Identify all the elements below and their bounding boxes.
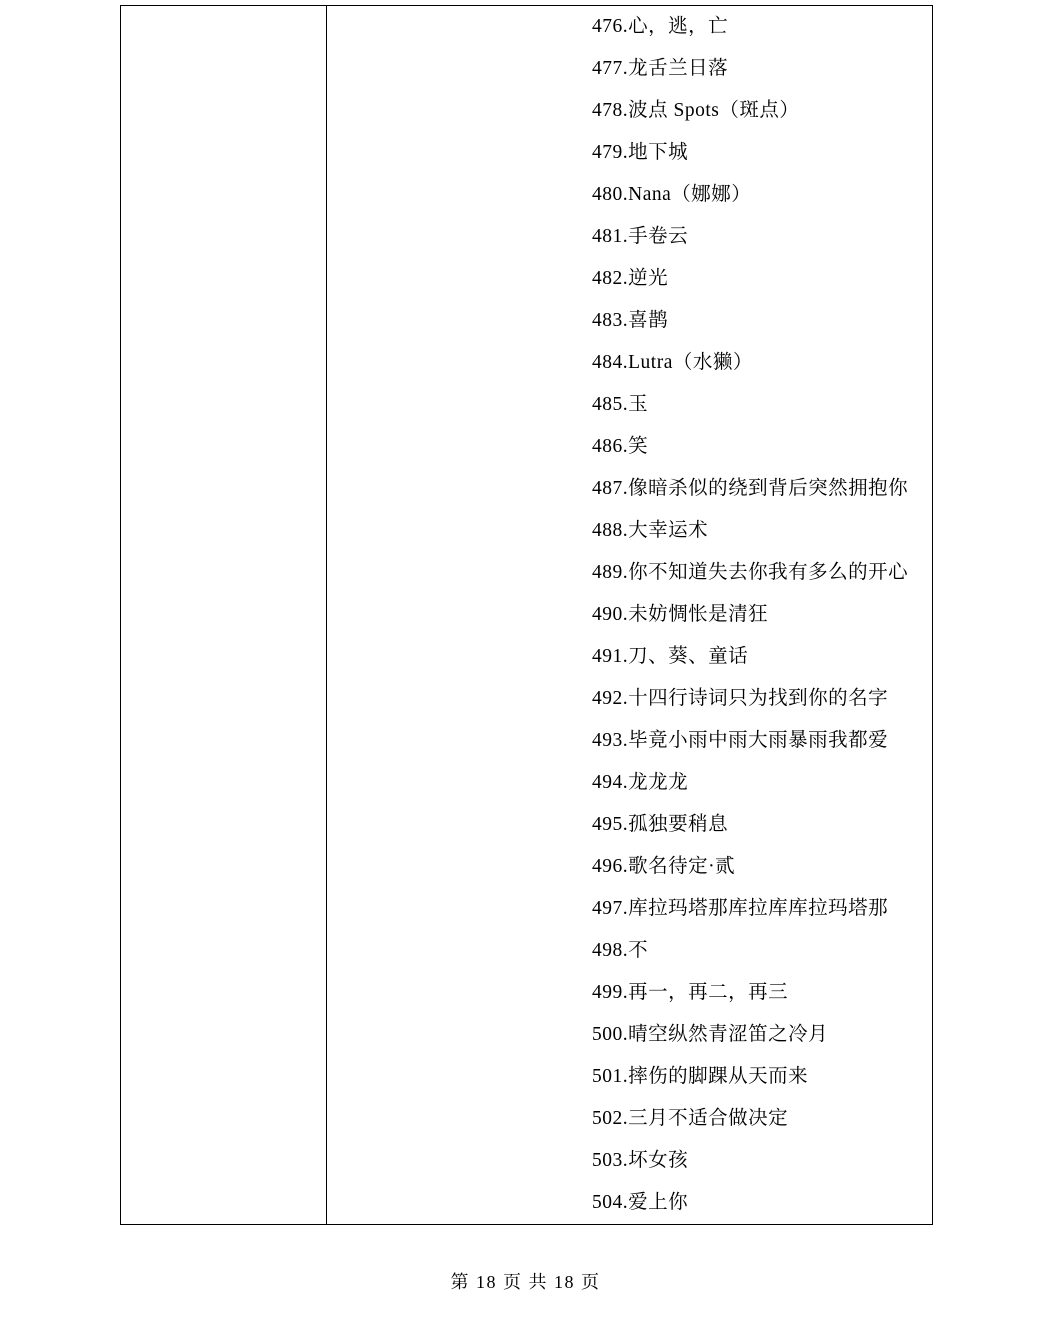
item-number: 499. [592,982,629,1003]
item-number: 477. [592,58,629,79]
list-item [327,1014,932,1056]
item-number: 502. [592,1108,629,1129]
item-text: 你不知道失去你我有多么的开心 [628,562,909,583]
item-number: 501. [592,1066,629,1087]
item-number: 496. [592,856,629,877]
list-item [327,174,932,216]
list-item [327,1182,932,1224]
list-item [327,510,932,552]
item-number: 498. [592,940,629,961]
item-text: 再一，再二，再三 [628,982,789,1003]
item-number: 484. [592,352,629,373]
table-cell-category [121,6,327,1225]
item-text: Lutra（水獭） [628,352,753,373]
item-text: 地下城 [628,142,689,163]
item-number: 500. [592,1024,629,1045]
list-item [327,384,932,426]
item-text: 喜鹊 [628,310,669,331]
item-text: 笑 [628,436,649,457]
item-number: 493. [592,730,629,751]
list-item [327,594,932,636]
list-item [327,720,932,762]
item-number: 479. [592,142,629,163]
item-text: 手卷云 [628,226,689,247]
item-text: 库拉玛塔那库拉库库拉玛塔那 [628,898,889,919]
list-item [327,552,932,594]
item-number: 503. [592,1150,629,1171]
list-item [327,1056,932,1098]
item-number: 483. [592,310,629,331]
item-text: 大幸运术 [628,520,709,541]
item-text: 玉 [628,394,649,415]
item-number: 490. [592,604,629,625]
item-text: 三月不适合做决定 [628,1108,789,1129]
list-item [327,48,932,90]
item-text: 心，逃，亡 [628,16,729,37]
item-text: 龙龙龙 [628,772,689,793]
item-text: 刀、葵、童话 [628,646,749,667]
item-number: 485. [592,394,629,415]
item-number: 487. [592,478,629,499]
item-text: 毕竟小雨中雨大雨暴雨我都爱 [628,730,889,751]
item-number: 492. [592,688,629,709]
list-item [327,804,932,846]
item-number: 478. [592,100,629,121]
content-table-wrapper [120,5,930,1225]
item-text: 像暗杀似的绕到背后突然拥抱你 [628,478,909,499]
page-footer: 第 18 页 共 18 页 [450,1272,601,1292]
list-item [327,216,932,258]
list-item [327,258,932,300]
item-number: 480. [592,184,629,205]
item-text: 歌名待定·贰 [628,856,736,877]
item-text: 龙舌兰日落 [628,58,729,79]
item-text: 晴空纵然青涩笛之冷月 [628,1024,829,1045]
item-text: 爱上你 [628,1192,689,1213]
item-number: 495. [592,814,629,835]
list-item [327,888,932,930]
item-number: 488. [592,520,629,541]
item-text: 十四行诗词只为找到你的名字 [628,688,889,709]
item-number: 497. [592,898,629,919]
item-number: 494. [592,772,629,793]
list-item [327,342,932,384]
item-text: 坏女孩 [628,1150,689,1171]
list-item [327,1140,932,1182]
item-number: 476. [592,16,629,37]
list-item [327,6,932,48]
item-text: 孤独要稍息 [628,814,729,835]
content-table [120,5,933,1225]
item-number: 504. [592,1192,629,1213]
item-text: 逆光 [628,268,669,289]
list-item [327,762,932,804]
list-item [327,468,932,510]
list-item [327,300,932,342]
list-item [327,426,932,468]
list-item [327,636,932,678]
item-text: 摔伤的脚踝从天而来 [628,1066,809,1087]
table-row [121,6,933,1225]
item-text: Nana（娜娜） [628,184,752,205]
item-text: 未妨惆怅是清狂 [628,604,769,625]
item-number: 489. [592,562,629,583]
list-item [327,1098,932,1140]
list-item [327,132,932,174]
list-item [327,678,932,720]
item-text: 不 [628,940,649,961]
song-title-list [327,6,932,1224]
item-number: 486. [592,436,629,457]
item-number: 481. [592,226,629,247]
list-item [327,846,932,888]
item-text: 波点 Spots（斑点） [628,100,800,121]
item-number: 482. [592,268,629,289]
list-item [327,90,932,132]
item-number: 491. [592,646,629,667]
list-item [327,972,932,1014]
list-item [327,930,932,972]
table-cell-list [327,6,933,1225]
